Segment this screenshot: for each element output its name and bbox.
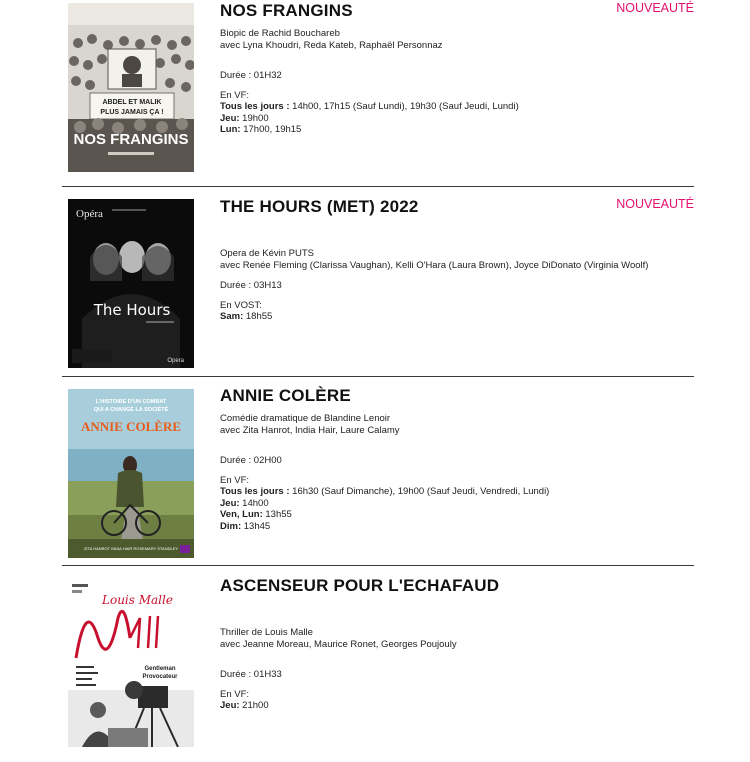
poster-credits: ZITA HANROT INDIA HAIR ROSEMARY STANDLEY <box>83 546 179 551</box>
showtime-hours[interactable]: 13h45 <box>241 520 271 532</box>
showtime-hours[interactable]: 19h00 <box>239 112 269 124</box>
showtime-day-label: Jeu: <box>220 700 240 711</box>
showtime-hours[interactable]: 21h00 <box>239 700 269 711</box>
film-genre: Biopic de Rachid Bouchareb <box>220 28 340 39</box>
poster-tagline-2: QUI A CHANGÉ LA SOCIÉTÉ <box>93 407 169 413</box>
film-title[interactable]: THE HOURS (MET) 2022 <box>220 197 419 216</box>
showtime-hours[interactable]: 14h00 <box>239 497 269 509</box>
showtime-row <box>220 486 660 498</box>
showtime-hours[interactable]: 14h00, 17h15 (Sauf Lundi), 19h30 (Sauf Jeudi, Lundi) <box>289 101 519 112</box>
showtime-row <box>220 498 660 510</box>
showtime-hours[interactable]: 18h55 <box>243 311 273 322</box>
poster-title: NOS FRANGINS <box>73 131 189 148</box>
film-version: En VOST: <box>220 299 262 311</box>
film-title[interactable]: ASCENSEUR POUR L'ECHAFAUD <box>220 576 500 595</box>
film-poster-nos-frangins[interactable] <box>68 3 194 172</box>
film-poster-ascenseur[interactable] <box>68 578 194 747</box>
film-version: En VF: <box>220 688 250 700</box>
poster-brand: Opéra <box>76 208 103 220</box>
poster-signature: Louis Malle <box>102 593 173 607</box>
film-title[interactable]: NOS FRANGINS <box>220 1 353 20</box>
showtime-day-label: Jeu: <box>220 497 240 509</box>
film-duration: Durée : 01H33 <box>220 669 282 680</box>
film-poster-the-hours[interactable] <box>68 199 194 368</box>
showtime-hours[interactable]: 17h00, 19h15 <box>240 124 302 135</box>
showtime-row <box>220 521 660 533</box>
showtime-row <box>220 113 660 125</box>
film-details <box>220 627 660 712</box>
showtime-day-label: Tous les jours : <box>220 486 290 497</box>
poster-title: The Hours <box>93 301 171 319</box>
showtime-row <box>220 124 660 136</box>
showtime-row <box>220 700 660 712</box>
divider <box>62 376 694 377</box>
poster-subtitle-1: Gentleman <box>144 666 176 672</box>
poster-title: ANNIE COLÈRE <box>80 419 182 434</box>
showtime-day-label: Ven, Lun: <box>220 509 263 520</box>
showtime-row <box>220 509 660 521</box>
film-duration: Durée : 02H00 <box>220 455 282 466</box>
film-genre: Thriller de Louis Malle <box>220 627 313 638</box>
film-duration: Durée : 01H32 <box>220 70 282 81</box>
film-cast: avec Lyna Khoudri, Reda Kateb, Raphaël Personnaz <box>220 39 443 51</box>
film-details <box>220 248 650 323</box>
poster-slogan-1: ABDEL ET MALIK <box>102 99 162 106</box>
poster-tagline-1: L'HISTOIRE D'UN COMBAT <box>95 399 167 405</box>
film-details <box>220 28 660 136</box>
showtime-day-label: Lun: <box>220 124 241 135</box>
film-version: En VF: <box>220 89 250 101</box>
showtime-day-label: Sam: <box>220 311 244 322</box>
film-cast: avec Renée Fleming (Clarissa Vaughan), Kelli O'Hara (Laura Brown), Joyce DiDonato (Virginia Woolf) <box>220 259 649 271</box>
film-poster-annie-colere[interactable] <box>68 389 194 558</box>
film-title[interactable]: ANNIE COLÈRE <box>220 386 351 405</box>
divider <box>62 186 694 187</box>
poster-slogan-2: PLUS JAMAIS ÇA ! <box>100 109 164 116</box>
film-cast: avec Jeanne Moreau, Maurice Ronet, Georges Poujouly <box>220 638 457 650</box>
showtime-hours[interactable]: 16h30 (Sauf Dimanche), 19h00 (Sauf Jeudi, Vendredi, Lundi) <box>289 486 550 497</box>
showtime-day-label: Dim: <box>220 520 242 532</box>
showtime-day-label: Tous les jours : <box>220 101 290 112</box>
film-details <box>220 413 660 532</box>
divider <box>62 565 694 566</box>
new-release-badge: NOUVEAUTÉ <box>616 1 694 15</box>
film-duration: Durée : 03H13 <box>220 280 282 291</box>
new-release-badge: NOUVEAUTÉ <box>616 197 694 211</box>
film-cast: avec Zita Hanrot, India Hair, Laure Calamy <box>220 424 400 436</box>
poster-footer: Opera <box>167 358 184 364</box>
poster-subtitle-2: Provocateur <box>142 674 178 680</box>
film-genre: Comédie dramatique de Blandine Lenoir <box>220 413 391 424</box>
showtime-row <box>220 311 650 323</box>
film-genre: Opera de Kévin PUTS <box>220 248 314 259</box>
film-version: En VF: <box>220 474 250 486</box>
showtime-day-label: Jeu: <box>220 112 240 124</box>
showtime-hours[interactable]: 13h55 <box>262 509 292 520</box>
showtime-row <box>220 101 660 113</box>
